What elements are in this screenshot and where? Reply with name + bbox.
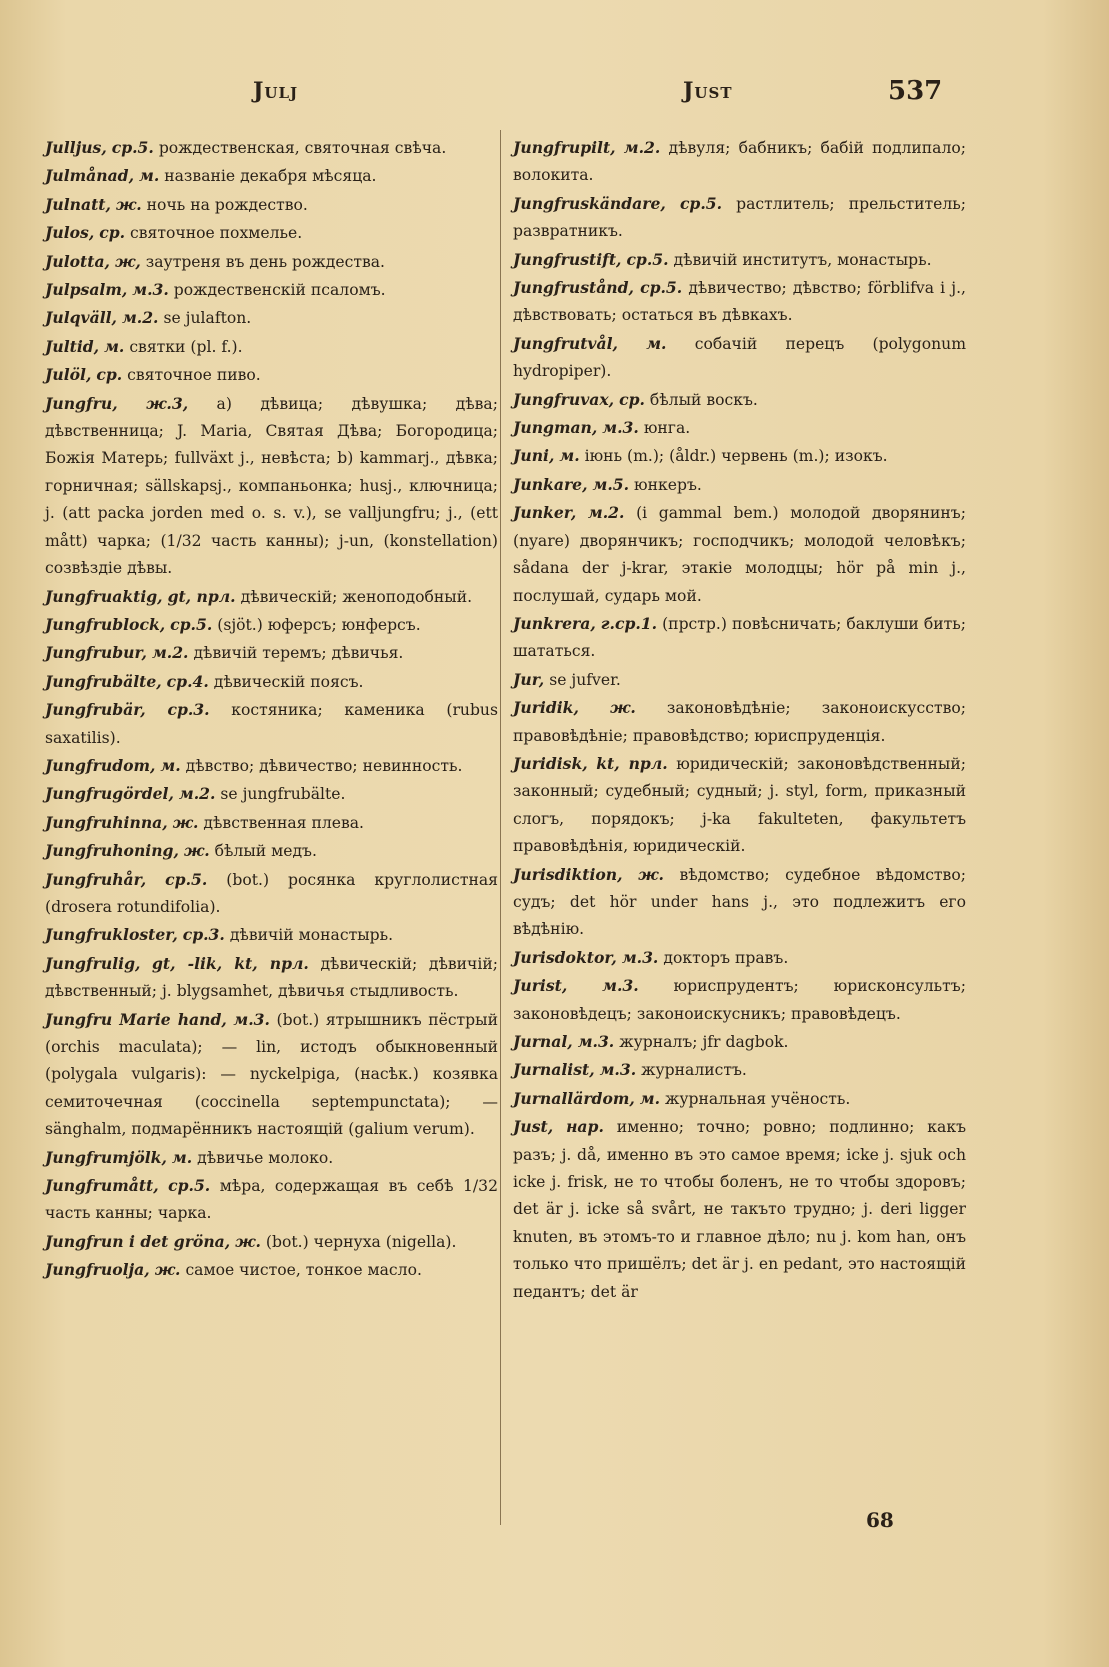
entry-definition: святки (pl. f.). — [129, 337, 243, 356]
dictionary-entry — [513, 1056, 966, 1084]
dictionary-entry — [45, 134, 498, 162]
dictionary-entry — [45, 1172, 498, 1228]
entry-definition: названіе декабря мѣсяца. — [164, 167, 377, 186]
entry-definition: рождественская, святочная свѣча. — [158, 139, 447, 157]
entry-definition: докторъ правъ. — [663, 948, 789, 967]
entry-grammar: ж. — [154, 1260, 181, 1280]
dictionary-entry — [45, 1256, 498, 1284]
header-right-guide-word: Just — [683, 78, 733, 104]
entry-headword: Jungfrumått, — [45, 1176, 159, 1196]
dictionary-entry — [513, 750, 966, 861]
dictionary-entry — [45, 1006, 498, 1144]
entry-definition: юнкеръ. — [634, 475, 702, 494]
dictionary-entry — [45, 219, 498, 247]
entry-headword: Julpsalm, — [45, 280, 128, 300]
entry-definition: ночь на рождество. — [146, 195, 308, 214]
dictionary-entry — [513, 944, 966, 972]
entry-headword: Julmånad, — [45, 166, 135, 186]
header-left-guide-word: Julj — [253, 78, 299, 104]
entry-definition: бѣлый воскъ. — [649, 390, 758, 409]
entry-headword: Jungman, — [513, 418, 598, 438]
entry-definition: рождественскій псаломъ. — [173, 281, 386, 300]
entry-grammar: м.3. — [621, 947, 659, 967]
entry-grammar: ср. — [99, 223, 126, 243]
entry-definition: (sjöt.) юферсъ; юнферсъ. — [217, 615, 421, 634]
entry-headword: Jungfrukloster, — [45, 925, 178, 945]
entry-headword: Jungfrugördel, — [45, 784, 174, 804]
entry-definition: костяника; каменика (rubus saxatilis). — [45, 701, 498, 747]
entry-grammar: ср.5. — [168, 1176, 211, 1196]
dictionary-entry — [45, 611, 498, 639]
entry-grammar: м.3. — [602, 976, 639, 996]
entry-definition: дѣвичье молоко. — [197, 1148, 334, 1167]
entry-grammar: м. — [139, 166, 160, 186]
dictionary-entry — [45, 696, 498, 752]
entry-grammar: м. — [559, 446, 580, 466]
entry-grammar: м. — [639, 1088, 661, 1108]
entry-headword: Junker, — [513, 503, 577, 523]
entry-headword: Julotta, — [45, 251, 110, 271]
entry-grammar: м. — [171, 1147, 193, 1167]
entry-grammar: ср. — [619, 389, 645, 409]
entry-definition: вѣдомство; судебное вѣдомство; судъ; det hör under hans j., это подлежитъ его вѣдѣнію. — [513, 865, 966, 939]
entry-definition: именно; точно; ровно; подлинно; какъ разъ; j. då, именно въ это самое время; icke j. sjuk och icke j. frisk, не то чтобы боленъ, не то чтобы здоровъ; det är j. icke så svårt, не такъто трудно; j. deri ligger knuten, въ этомъ-то и главное дѣло; nu j. kom han, онъ только что пришёлъ; det är j. en pedant, это настоящій педантъ; det är — [513, 1118, 966, 1301]
entry-headword: Julqväll, — [45, 308, 117, 328]
entry-headword: Jungfru Marie hand, — [45, 1009, 227, 1029]
entry-grammar: ср.3. — [167, 700, 210, 720]
entry-grammar: ж.3, — [146, 393, 189, 413]
entry-definition: (bot.) ятрышникъ пёстрый (orchis maculata); — lin, истодъ обыкновенный (polygala vulgaris): — nyckelpiga, (насѣк.) козявка семиточечная (coccinella septempunctata); — sänghalm, подмарённикъ настоящій (galium verum). — [45, 1010, 498, 1139]
dictionary-entry — [513, 386, 966, 414]
entry-grammar: ж. — [638, 864, 664, 884]
dictionary-entry — [45, 639, 498, 667]
entry-headword: Jungfruvax, — [513, 389, 615, 409]
dictionary-entry — [513, 1113, 966, 1306]
dictionary-entry — [513, 694, 966, 750]
dictionary-entry — [513, 274, 966, 330]
entry-grammar: м.2. — [623, 138, 661, 157]
entry-headword: Jungfruskändare, — [513, 193, 666, 213]
entry-grammar: ж. — [115, 194, 142, 214]
entry-headword: Julnatt, — [45, 194, 111, 214]
entry-definition: дѣвичій монастырь. — [229, 926, 394, 945]
entry-grammar: ср.5. — [111, 138, 154, 157]
entry-grammar: ж, — [114, 251, 141, 271]
entry-grammar: ж. — [183, 841, 210, 861]
dictionary-entry — [513, 972, 966, 1028]
entry-definition: журнальная учёность. — [664, 1089, 851, 1108]
entry-definition: растлитель; прельститель; развратникъ. — [513, 194, 966, 241]
entry-grammar: м.3. — [233, 1009, 270, 1029]
entry-headword: Jungfruhår, — [45, 869, 147, 889]
entry-definition: бѣлый медъ. — [214, 842, 317, 861]
dictionary-entry — [45, 191, 498, 219]
entry-definition: іюнь (m.); (åldr.) червень (m.); изокъ. — [584, 447, 888, 466]
entry-grammar: м. — [646, 333, 667, 353]
entry-headword: Jurnal, — [513, 1032, 573, 1051]
dictionary-entry — [45, 809, 498, 837]
dictionary-entry — [513, 499, 966, 610]
entry-headword: Just, — [513, 1117, 554, 1137]
entry-grammar: м.2. — [587, 503, 625, 523]
entry-grammar: м.5. — [592, 474, 630, 494]
entry-headword: Julöl, — [45, 365, 92, 385]
entry-headword: Julos, — [45, 223, 95, 243]
entry-definition: (прстр.) повѣсничать; баклуши бить; шататься. — [513, 614, 966, 661]
entry-headword: Juni, — [513, 446, 555, 466]
entry-headword: Junkare, — [513, 474, 588, 494]
entry-headword: Jungfrustånd, — [513, 278, 634, 298]
entry-grammar: ср.3. — [182, 925, 225, 945]
entry-headword: Jungfruolja, — [45, 1260, 150, 1280]
dictionary-entry — [513, 190, 966, 246]
entry-definition: дѣвическій; дѣвичій; дѣвственный; j. blygsamhet, дѣвичья стыдливость. — [45, 954, 498, 1001]
dictionary-entry — [45, 248, 498, 276]
entry-headword: Jurnallärdom, — [513, 1088, 635, 1108]
entry-definition: дѣвичій институтъ, монастырь. — [673, 250, 932, 269]
dictionary-entry — [513, 414, 966, 442]
entry-headword: Jungfru, — [45, 393, 118, 413]
entry-definition: se jufver. — [549, 670, 621, 689]
page-number: 537 — [888, 76, 943, 106]
dictionary-entry — [513, 861, 966, 944]
dictionary-entry — [45, 668, 498, 696]
entry-headword: Jurisdoktor, — [513, 947, 617, 967]
entry-grammar: м. — [104, 336, 125, 356]
dictionary-entry — [45, 1144, 498, 1172]
dictionary-entry — [45, 162, 498, 190]
entry-definition: дѣвуля; бабникъ; бабій подлипало; волокита. — [513, 139, 967, 185]
dictionary-entry — [513, 246, 966, 274]
entry-headword: Jur, — [513, 669, 545, 689]
entry-headword: Jungfrubär, — [45, 700, 146, 720]
entry-grammar: нар. — [566, 1117, 604, 1137]
entry-grammar: м.2. — [121, 308, 159, 328]
entry-headword: Jungfrulig, — [45, 953, 141, 973]
entry-definition: святочное похмелье. — [130, 224, 303, 243]
entry-definition: дѣвичій теремъ; дѣвичья. — [193, 644, 404, 663]
dictionary-entry — [45, 361, 498, 389]
right-column — [513, 134, 966, 1306]
entry-definition: (bot.) росянка круглолистная (drosera rotundifolia). — [45, 870, 498, 916]
entry-headword: Jungfrudom, — [45, 755, 156, 775]
entry-grammar: м.3. — [599, 1060, 637, 1080]
entry-headword: Jungfrumjölk, — [45, 1147, 167, 1167]
dictionary-entry — [513, 610, 966, 666]
entry-headword: Jungfruaktig, — [45, 586, 163, 606]
dictionary-entry — [45, 1228, 498, 1256]
entry-definition: дѣвичество; дѣвство; förblifva i j., дѣвствовать; остаться въ дѣвкахъ. — [513, 279, 966, 325]
entry-grammar: ср.5. — [640, 278, 683, 298]
entry-grammar: ср.5. — [679, 193, 723, 213]
dictionary-entry — [45, 752, 498, 780]
entry-definition: se jungfrubälte. — [220, 785, 346, 804]
entry-headword: Juridik, — [513, 698, 579, 718]
entry-definition: заутреня въ день рождества. — [145, 252, 385, 271]
entry-grammar: kt, прл. — [596, 753, 668, 773]
entry-definition: журналистъ. — [641, 1061, 747, 1080]
entry-grammar: ж. — [172, 812, 199, 832]
entry-grammar: gt, -lik, kt, прл. — [152, 953, 309, 973]
entry-definition: самое чистое, тонкое масло. — [185, 1261, 422, 1280]
entry-definition: журналъ; jfr dagbok. — [619, 1033, 789, 1051]
running-head — [0, 78, 1109, 118]
entry-headword: Jungfrupilt, — [513, 138, 616, 157]
entry-definition: святочное пиво. — [127, 366, 261, 385]
dictionary-entry — [513, 330, 966, 386]
entry-headword: Julljus, — [45, 138, 107, 157]
entry-definition: собачій перецъ (polygonum hydropiper). — [513, 334, 966, 381]
dictionary-entry — [45, 583, 498, 611]
dictionary-entry — [45, 390, 498, 583]
entry-headword: Jungfrutvål, — [513, 333, 618, 353]
entry-definition: юриспрудентъ; юрисконсультъ; законовѣдецъ; законоискусникъ; правовѣдецъ. — [513, 977, 966, 1023]
entry-grammar: ср. — [96, 365, 123, 385]
entry-grammar: ср.4. — [166, 671, 209, 691]
entry-definition: дѣвическій; женоподобный. — [240, 587, 473, 606]
entry-definition: мѣра, содержащая въ себѣ 1/32 часть канны; чарка. — [45, 1177, 498, 1223]
dictionary-entry — [513, 442, 966, 470]
dictionary-entry — [45, 921, 498, 949]
column-divider — [500, 130, 501, 1525]
entry-headword: Jungfrublock, — [45, 614, 166, 634]
dictionary-entry — [45, 276, 498, 304]
entry-definition: юнга. — [643, 419, 691, 438]
dictionary-entry — [45, 950, 498, 1006]
entry-grammar: м.3. — [577, 1032, 615, 1051]
entry-grammar: м. — [160, 755, 181, 775]
entry-definition: (i gammal bem.) молодой дворянинъ; (nyare) дворянчикъ; господчикъ; молодой человѣкъ; sådana der j-krar, этакіе молодцы; hör på min j., послушай, сударь мой. — [513, 504, 966, 605]
entry-definition: (bot.) чернуха (nigella). — [265, 1232, 457, 1251]
signature-mark: 68 — [866, 1508, 894, 1532]
entry-definition: дѣвство; дѣвичество; невинность. — [185, 756, 463, 775]
entry-headword: Jurist, — [513, 976, 568, 996]
entry-headword: Jungfrustift, — [513, 249, 622, 269]
entry-headword: Jungfrubälte, — [45, 671, 162, 691]
dictionary-entry — [45, 866, 498, 922]
dictionary-entry — [45, 333, 498, 361]
dictionary-entry — [45, 304, 498, 332]
entry-definition: se julafton. — [163, 309, 252, 328]
entry-headword: Jungfruhinna, — [45, 812, 168, 832]
entry-headword: Junkrera, — [513, 613, 596, 633]
entry-headword: Juridisk, — [513, 753, 588, 773]
dictionary-entry — [513, 1028, 966, 1056]
entry-definition: дѣвическій поясъ. — [213, 672, 364, 691]
entry-grammar: м.2. — [151, 643, 189, 663]
entry-grammar: ж. — [235, 1231, 261, 1251]
entry-headword: Jungfrun i det gröna, — [45, 1231, 231, 1251]
dictionary-entry — [45, 837, 498, 865]
dictionary-entry — [45, 780, 498, 808]
entry-definition: a) дѣвица; дѣвушка; дѣва; дѣвственница; J. Maria, Святая Дѣва; Богородица; Божія Матерь; fullväxt j., невѣста; b) kammarj., дѣвка; горничная; sällskapsj., компаньонка; husj., ключница; j. (att packa jorden med o. s. v.), se valljungfru; j., (ett mått) чарка; (1/32 часть канны); j-un, (konstellation) созвѣздіе дѣвы. — [45, 394, 498, 578]
entry-grammar: ср.5. — [170, 614, 213, 634]
entry-grammar: ср.5. — [165, 869, 208, 889]
entry-definition: дѣвственная плева. — [203, 813, 365, 832]
entry-definition: законовѣдѣніе; законоискусство; правовѣдѣніе; правовѣдство; юриспруденція. — [513, 699, 966, 745]
entry-headword: Jungfrubur, — [45, 643, 147, 663]
entry-headword: Jungfruhoning, — [45, 841, 179, 861]
entry-headword: Jultid, — [45, 336, 100, 356]
entry-definition: юридическій; законовѣдственный; законный; судебный; судный; j. styl, form, приказный слогъ, порядокъ; j-ka fakulteten, факультетъ правовѣдѣнія, юридическій. — [513, 754, 966, 856]
entry-grammar: м.2. — [178, 784, 216, 804]
dictionary-entry — [513, 666, 966, 694]
entry-grammar: ср.5. — [626, 249, 669, 269]
dictionary-entry — [513, 134, 966, 190]
dictionary-entry — [513, 471, 966, 499]
entry-grammar: м.3. — [602, 418, 639, 438]
entry-headword: Jurnalist, — [513, 1060, 595, 1080]
left-column — [45, 134, 498, 1285]
dictionary-entry — [513, 1085, 966, 1113]
entry-grammar: gt, прл. — [167, 586, 236, 606]
entry-grammar: ж. — [610, 698, 636, 718]
entry-grammar: г.ср.1. — [600, 613, 658, 633]
entry-grammar: м.3. — [132, 280, 169, 300]
entry-headword: Jurisdiktion, — [513, 864, 623, 884]
